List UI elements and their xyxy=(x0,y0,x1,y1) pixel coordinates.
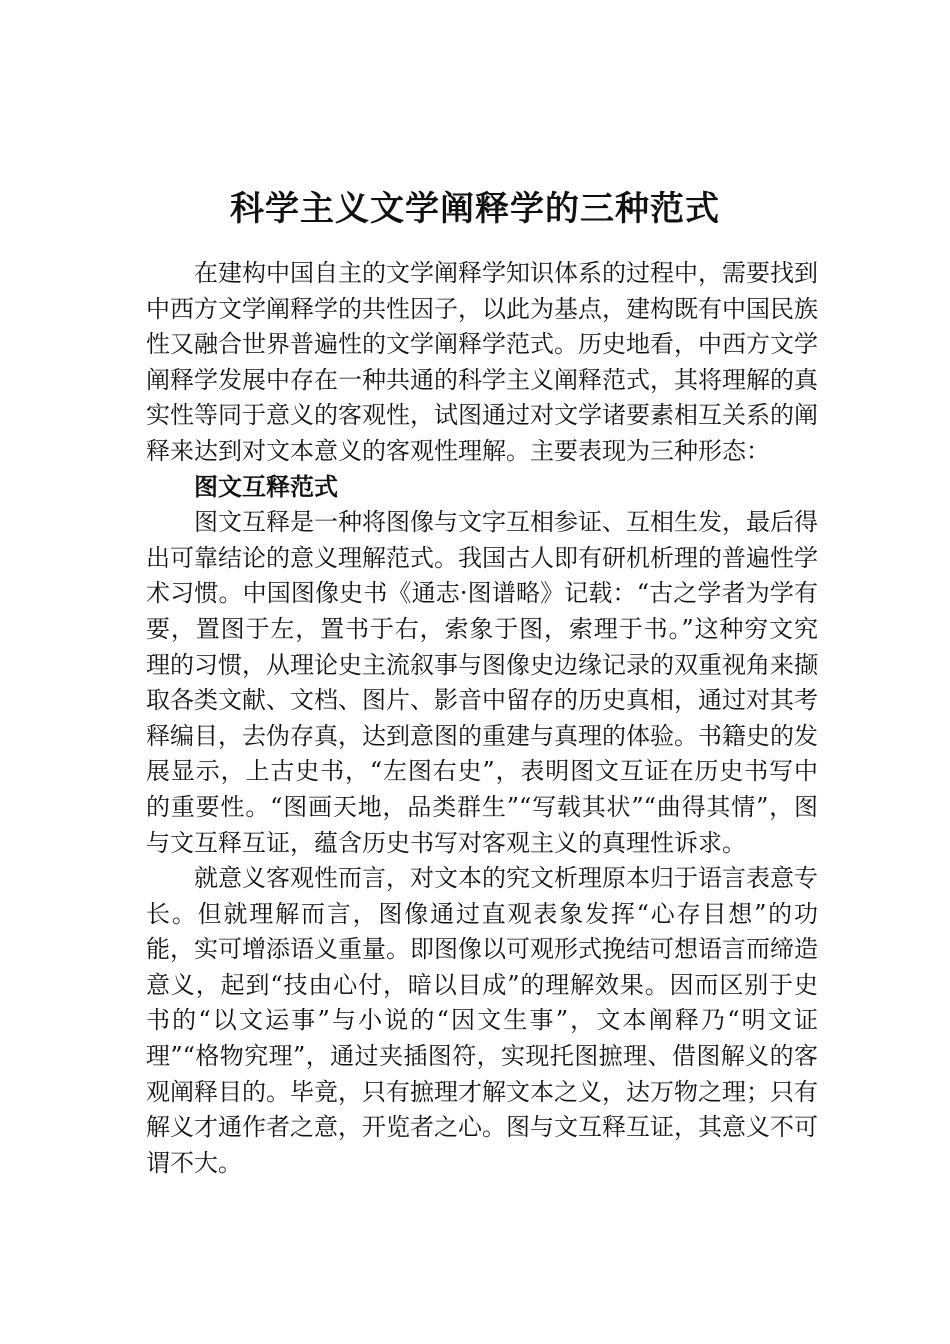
intro-paragraph: 在建构中国自主的文学阐释学知识体系的过程中，需要找到中西方文学阐释学的共性因子，以此为基点，建构既有中国民族性又融合世界普遍性的文学阐释学范式。历史地看，中西方文学阐释学发展中存在一种共通的科学主义阐释范式，其将理解的真实性等同于意义的客观性，试图通过对文学诸要素相互关系的阐释来达到对文本意义的客观性理解。主要表现为三种形态： xyxy=(146,259,818,465)
document-body xyxy=(146,256,818,1181)
body-paragraph: 就意义客观性而言，对文本的究文析理原本归于语言表意专长。但就理解而言，图像通过直观表象发挥“心存目想”的功能，实可增添语义重量。即图像以可观形式挽结可想语言而缔造意义，起到“技由心付，暗以目成”的理解效果。因而区别于史书的“以文运事”与小说的“因文生事”，文本阐释乃“明文证理”“格物究理”，通过夹插图符，实现托图摭理、借图解义的客观阐释目的。毕竟，只有摭理才解文本之义，达万物之理；只有解义才通作者之意，开览者之心。图与文互释互证，其意义不可谓不大。 xyxy=(146,864,818,1177)
body-paragraph: 图文互释是一种将图像与文字互相参证、互相生发，最后得出可靠结论的意义理解范式。我国古人即有研机析理的普遍性学术习惯。中国图像史书《通志·图谱略》记载：“古之学者为学有要，置图于左，置书于右，索象于图，索理于书。”这种穷文究理的习惯，从理论史主流叙事与图像史边缘记录的双重视角来撷取各类文献、文档、图片、影音中留存的历史真相，通过对其考释编目，去伪存真，达到意图的重建与真理的体验。书籍史的发展显示，上古史书，“左图右史”，表明图文互证在历史书写中的重要性。“图画天地，品类群生”“写载其状”“曲得其情”，图与文互释互证，蕴含历史书写对客观主义的真理性诉求。 xyxy=(146,508,818,857)
document-title: 科学主义文学阐释学的三种范式 xyxy=(230,188,720,229)
section-heading: 图文互释范式 xyxy=(194,472,338,501)
